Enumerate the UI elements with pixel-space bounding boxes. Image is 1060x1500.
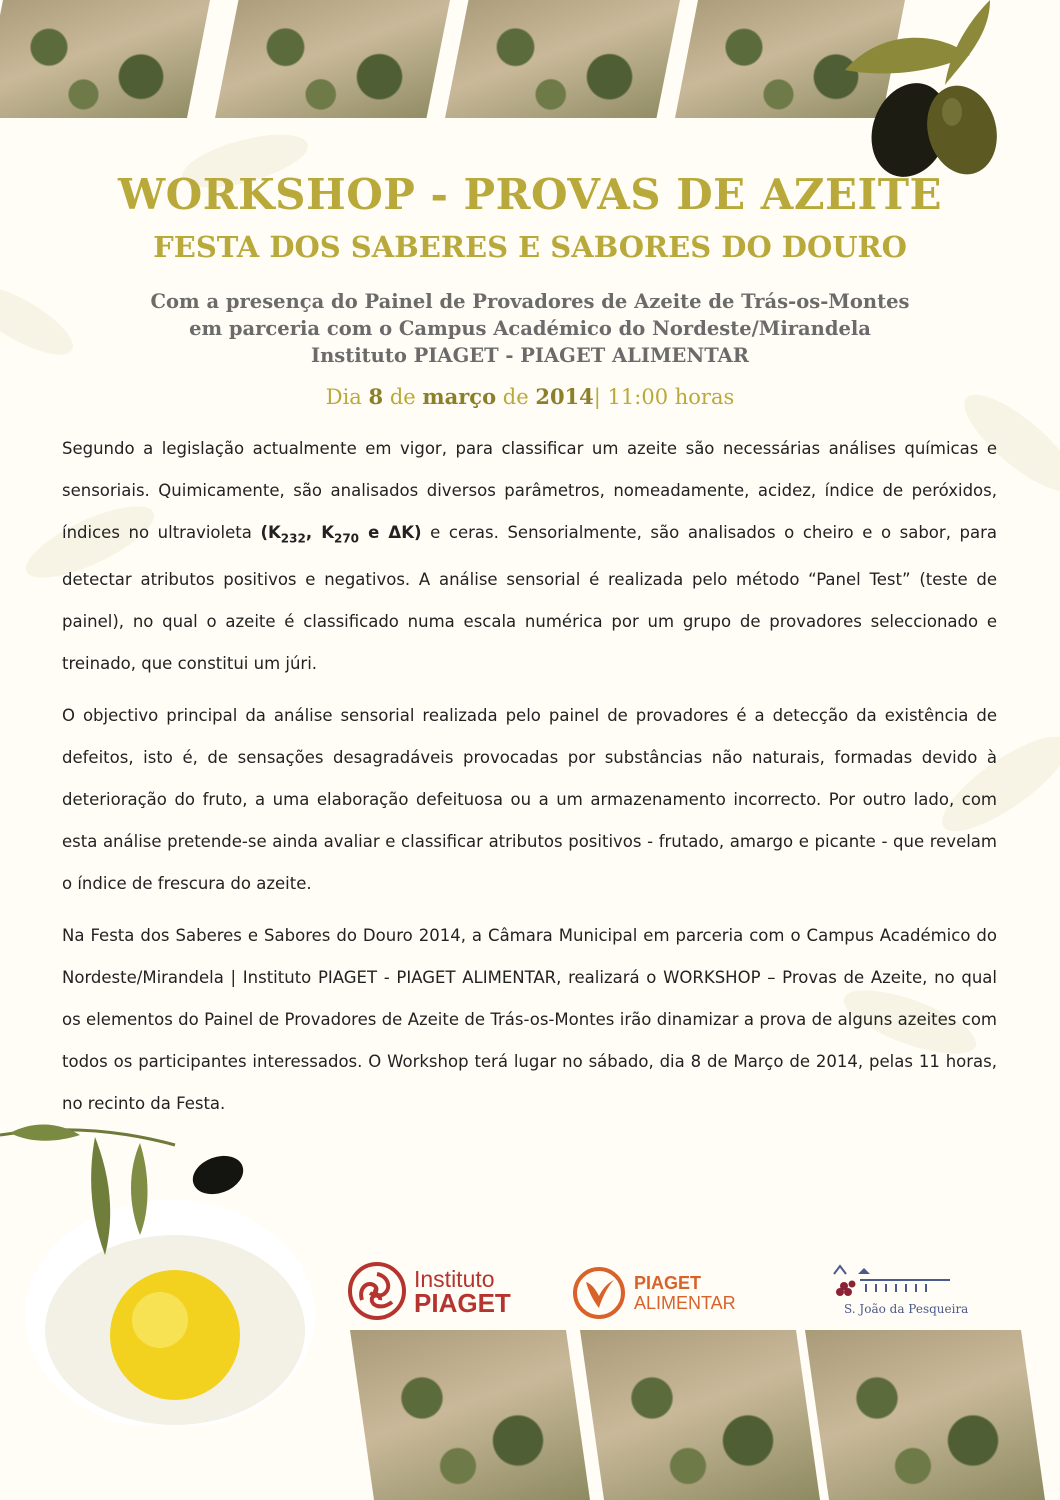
presence-line: Instituto PIAGET - PIAGET ALIMENTAR	[310, 344, 750, 367]
logo-text: Instituto	[414, 1266, 495, 1292]
date-month: março	[422, 384, 497, 409]
formula-part: (K	[260, 523, 281, 542]
page-subtitle: FESTA DOS SABERES E SABORES DO DOURO	[153, 230, 907, 264]
olive-grove-photo-strip	[215, 0, 450, 118]
instituto-piaget-logo	[348, 1262, 511, 1320]
formula-part: e ΔK)	[359, 523, 422, 542]
paragraph-text: e ceras. Sensorialmente, são analisados o cheiro e o sabor, para detectar atributos positivos e negativos. A análise sensorial é realizada pelo método “Panel Test” (teste de painel), no qual o azeite é classificado numa escala numérica por um grupo de provadores seleccionado e treinado, que constitui um júri.	[62, 523, 998, 674]
presence-block	[0, 288, 1060, 369]
body-text	[62, 428, 997, 1135]
paragraph-text: Segundo a legislação actualmente em vigor, para classificar um azeite são necessárias análises químicas e sensoriais. Quimicamente, são analisados diversos parâmetros, nomeadamente, acidez, índice de peróxidos, índices no ultravioleta	[62, 439, 997, 542]
formula-subscript: 270	[333, 531, 360, 546]
date-year: 2014	[535, 384, 594, 409]
piaget-alimentar-wordmark	[634, 1273, 736, 1313]
olive-grove-photo-strip	[350, 1330, 590, 1500]
page-title: WORKSHOP - PROVAS DE AZEITE	[118, 170, 942, 219]
piaget-alimentar-logo	[572, 1266, 736, 1320]
paragraph	[62, 428, 997, 685]
presence-line: Com a presença do Painel de Provadores de Azeite de Trás-os-Montes	[150, 290, 910, 313]
olive-oil-drop-icon	[0, 1115, 330, 1425]
paragraph: Na Festa dos Saberes e Sabores do Douro 2014, a Câmara Municipal em parceria com o Campus Académico do Nordeste/Mirandela | Instituto PIAGET - PIAGET ALIMENTAR, realizará o WORKSHOP – Provas de Azeite, no qual os elementos do Painel de Provadores de Azeite de Trás-os-Montes irão dinamizar a prova de alguns azeites com todos os participantes interessados. O Workshop terá lugar no sábado, dia 8 de Março de 2014, pelas 11 horas, no recinto da Festa.	[62, 926, 997, 1114]
olive-grove-photo-strip	[805, 1330, 1045, 1500]
logo-text: S. João da Pesqueira	[844, 1302, 969, 1316]
instituto-piaget-wordmark	[414, 1266, 511, 1318]
logo-text: ALIMENTAR	[634, 1293, 736, 1313]
date-de: de	[389, 385, 416, 409]
date-time: 11:00 horas	[607, 385, 735, 409]
piaget-alimentar-logo-icon	[572, 1266, 626, 1320]
olive-grove-photo-strip	[445, 0, 680, 118]
instituto-piaget-logo-icon	[348, 1262, 406, 1320]
date-day: 8	[368, 384, 384, 409]
formula-part: , K	[305, 523, 334, 542]
olive-branch-icon	[840, 0, 1000, 190]
event-date	[0, 384, 1060, 409]
date-prefix: Dia	[325, 385, 362, 409]
logo-text: PIAGET	[414, 1288, 511, 1318]
uv-formula	[260, 523, 422, 546]
date-de: de	[502, 385, 529, 409]
logo-text: PIAGET	[634, 1273, 702, 1293]
sao-joao-pesqueira-logo-icon	[830, 1262, 955, 1302]
presence-line: em parceria com o Campus Académico do Nordeste/Mirandela	[189, 317, 871, 340]
paragraph: O objectivo principal da análise sensorial realizada pelo painel de provadores é a detecção da existência de defeitos, isto é, de sensações desagradáveis provocadas por substâncias não naturais, formadas devido à deterioração do fruto, a uma elaboração defeituosa ou a um armazenamento incorrecto. Por outro lado, com esta análise pretende-se ainda avaliar e classificar atributos positivos - frutado, amargo e picante - que revelam o índice de frescura do azeite.	[62, 706, 997, 894]
formula-subscript: 232	[280, 531, 306, 546]
olive-grove-photo-strip	[0, 0, 210, 118]
sao-joao-pesqueira-logo	[830, 1262, 968, 1316]
date-separator: |	[593, 385, 601, 409]
olive-grove-photo-strip	[580, 1330, 820, 1500]
